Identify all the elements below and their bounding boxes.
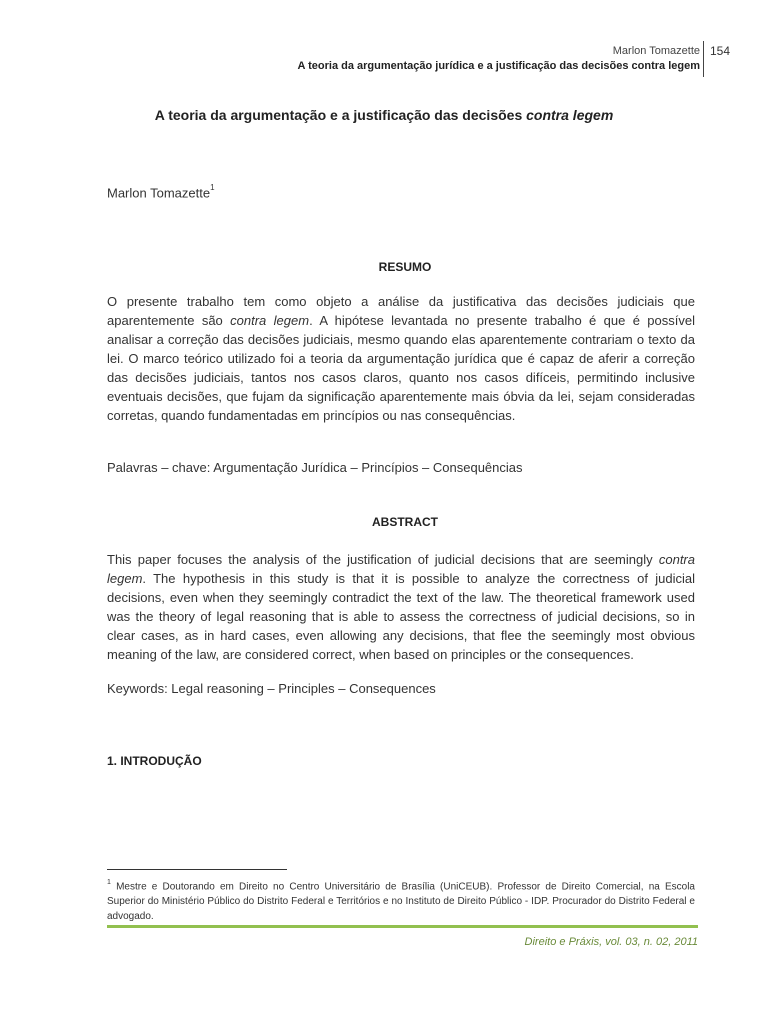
running-header	[298, 44, 700, 74]
abstract-heading: ABSTRACT	[372, 515, 438, 529]
abstract-text-1: This paper focuses the analysis of the justification of judicial decisions that are seemingly	[107, 552, 659, 567]
author-line	[107, 185, 215, 200]
abstract-paragraph	[107, 550, 695, 664]
page-number: 154	[710, 44, 731, 58]
header-divider	[703, 41, 704, 77]
author-name: Marlon Tomazette	[107, 185, 211, 201]
resumo-text-2: . A hipótese levantada no presente trabalho é que é possível analisar a correção das decisões judiciais, mesmo quando elas aparentemente contrariam o texto da lei. O marco teórico utilizado foi a teoria da argumentação jurídica que é capaz de aferir a correção das decisões judiciais, tantos nos casos claros, quanto nos casos difíceis, permitindo inclusive eventuais decisões, que fujam da significação aparentemente mais óbvia da lei, sejam consideradas corretas, quando fundamentadas em princípios ou nas consequências.	[107, 313, 695, 423]
title-main: A teoria da argumentação e a justificação das decisões	[154, 107, 527, 123]
resumo-keywords: Palavras – chave: Argumentação Jurídica – Princípios – Consequências	[107, 460, 523, 475]
abstract-keywords: Keywords: Legal reasoning – Principles – Consequences	[107, 681, 436, 696]
resumo-paragraph	[107, 292, 695, 425]
title-italic: contra legem	[526, 107, 614, 123]
footnote-marker: 1	[107, 879, 111, 886]
footnote-text: Mestre e Doutorando em Direito no Centro Universitário de Brasília (UniCEUB). Professor de Direito Comercial, na Escola Superior do Ministério Público do Distrito Federal e Territórios e no Instituto de Direito Público - IDP. Procurador do Distrito Federal e advogado.	[107, 881, 695, 923]
paper-title	[0, 107, 768, 123]
footnote-ref[interactable]: 1	[210, 183, 215, 192]
footer-accent-bar	[107, 925, 698, 928]
footnote	[107, 876, 695, 924]
resumo-italic: contra legem	[230, 313, 310, 328]
abstract-text-2: . The hypothesis in this study is that it is possible to analyze the correctness of judicial decisions, even when they seemingly contradict the text of the law. The theoretical framework used was the theory of legal reasoning that is able to assess the correctness of judicial decisions, so in clear cases, as in hard cases, even allowing any decisions, that flee the seemingly most obvious meaning of the law, are considered correct, when based on principles or the consequences.	[107, 571, 695, 662]
journal-citation: Direito e Práxis, vol. 03, n. 02, 2011	[524, 936, 698, 948]
abstract-italic: contra legem	[107, 552, 695, 586]
header-running-title: A teoria da argumentação jurídica e a justificação das decisões contra legem	[297, 60, 700, 72]
resumo-heading: RESUMO	[378, 260, 432, 274]
footnote-divider	[107, 869, 287, 870]
header-author: Marlon Tomazette	[612, 45, 700, 57]
resumo-text-1: O presente trabalho tem como objeto a análise da justificativa das decisões judiciais que aparentemente são	[107, 294, 695, 328]
section-heading-introducao: 1. INTRODUÇÃO	[107, 754, 202, 768]
